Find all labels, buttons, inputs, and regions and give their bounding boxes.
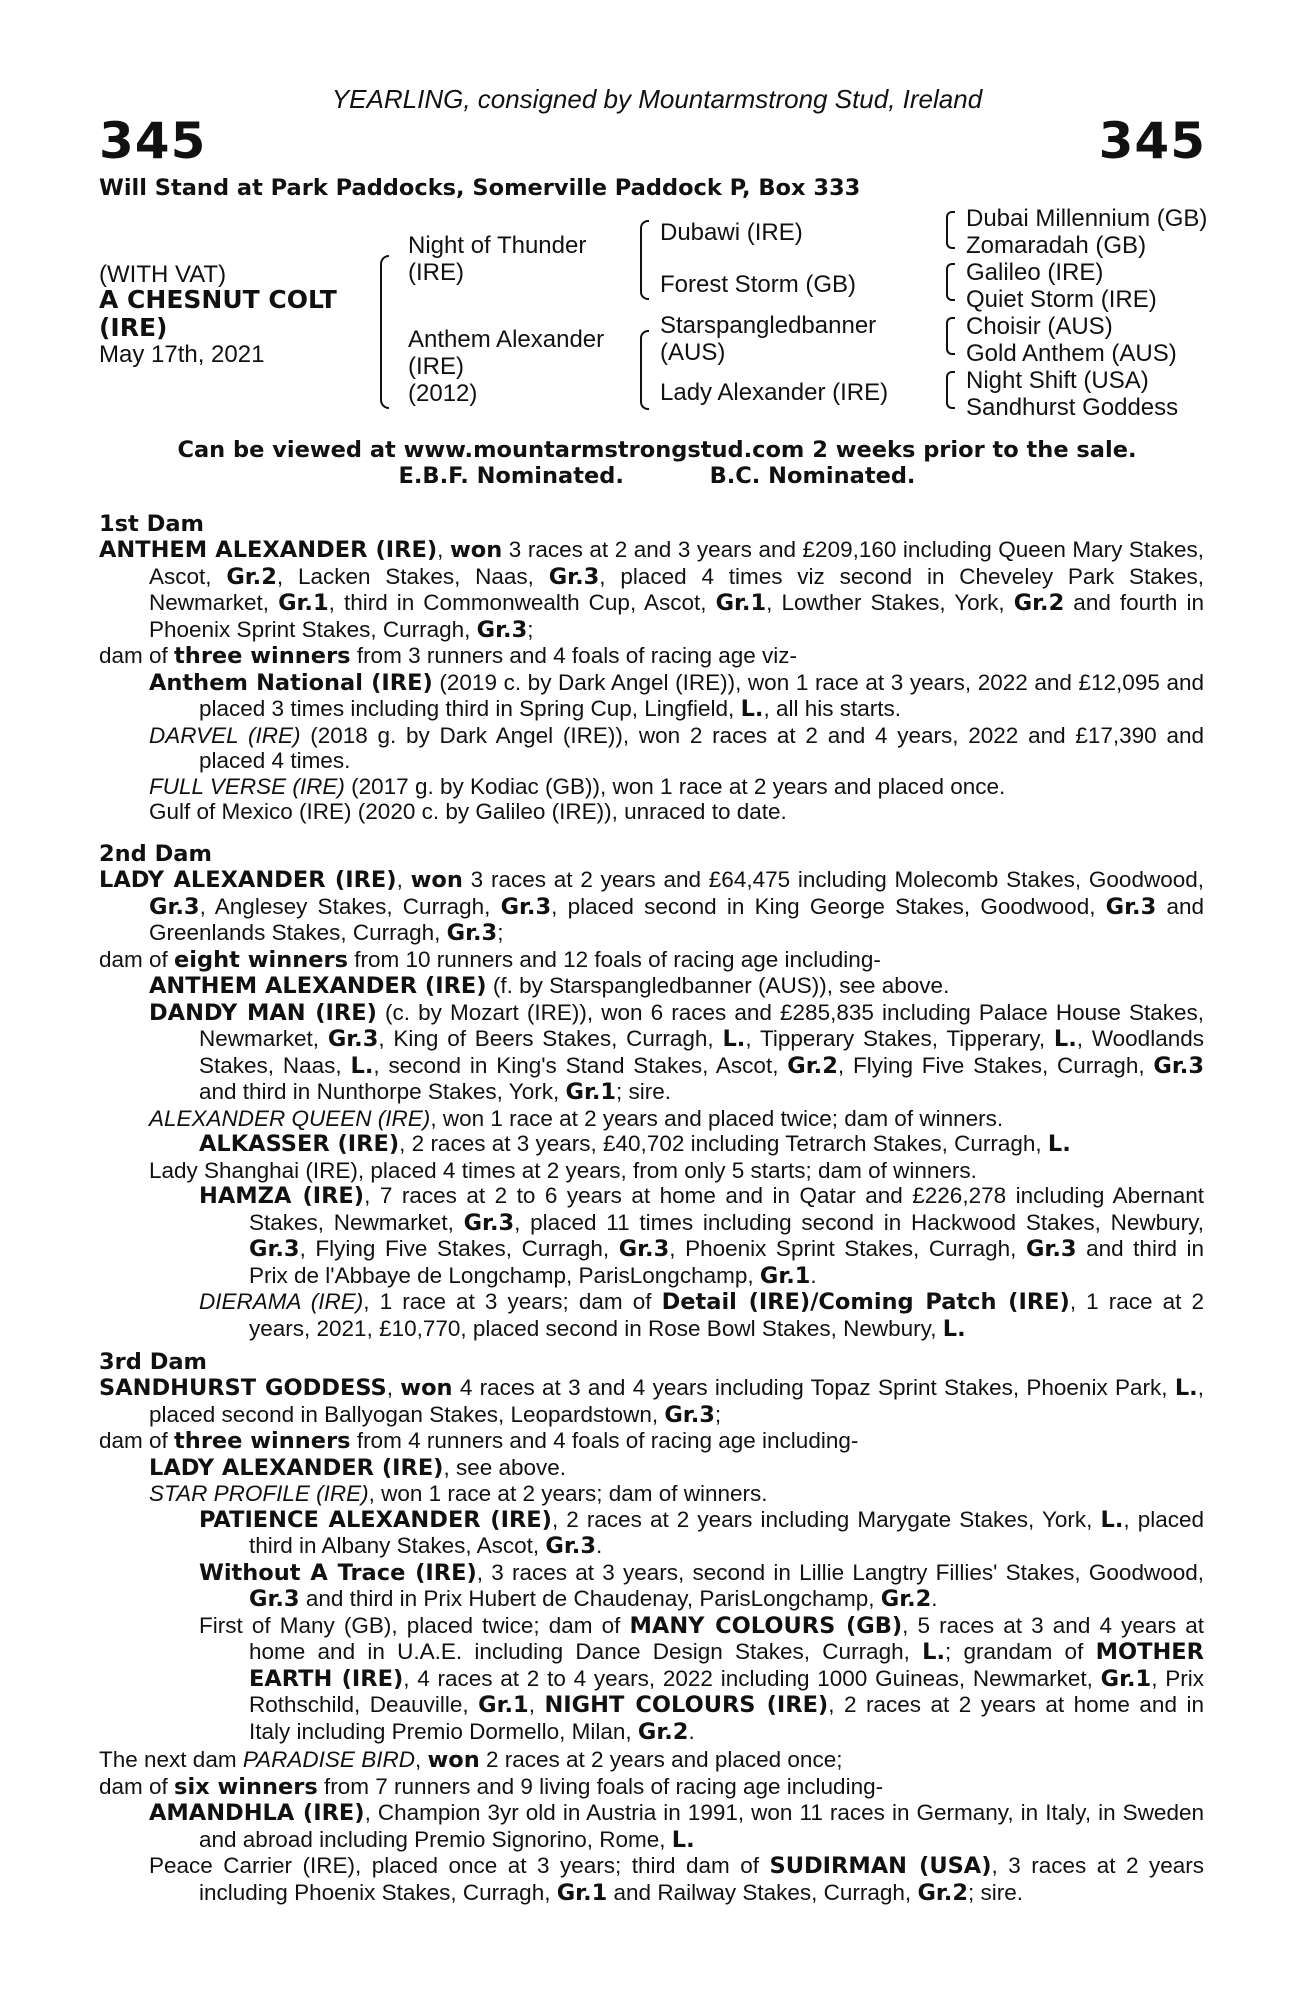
pedigree-brace-dd [946, 371, 955, 409]
vat-label: (WITH VAT) [99, 261, 227, 288]
produce-lady-alexander: LADY ALEXANDER (IRE), see above. [149, 1454, 567, 1481]
bc-nominated: B.C. Nominated. [709, 463, 916, 489]
second-dam-record: LADY ALEXANDER (IRE), won 3 races at 2 years and £64,475 including Molecomb Stakes, Goodwood, Gr.3, Anglesey Stakes, Curragh, Gr.3, placed second in King George Stakes, Goodwood, Gr.3 and Greenlands Stakes, Curragh, Gr.3; [99, 867, 1205, 946]
pedigree-sire-dam: Forest Storm (GB) [660, 271, 857, 298]
pedigree-sire-l1: Night of Thunder [408, 232, 587, 259]
pedigree-ddd: Sandhurst Goddess [966, 394, 1179, 421]
pedigree-dam-l3: (2012) [408, 380, 478, 407]
produce-gulf-of-mexico: Gulf of Mexico (IRE) (2020 c. by Galileo (IRE)), unraced to date. [149, 799, 787, 824]
pedigree-brace-sd [946, 263, 955, 301]
pedigree-dam-sire-l1: Starspangledbanner [660, 312, 877, 339]
produce-lady-shanghai: Lady Shanghai (IRE), placed 4 times at 2 years, from only 5 starts; dam of winners. [149, 1157, 977, 1183]
lot-number-left: 345 [99, 112, 207, 170]
pedigree-dam-l2: (IRE) [408, 353, 464, 380]
foaling-date: May 17th, 2021 [99, 341, 265, 368]
horse-name-line1: A CHESNUT COLT [99, 285, 337, 314]
third-dam-record: SANDHURST GODDESS, won 4 races at 3 and 4 years including Topaz Sprint Stakes, Phoenix Park, L., placed second in Ballyogan Stakes, Leopardstown, Gr.3; [99, 1375, 1204, 1428]
produce-first-of-many: First of Many (GB), placed twice; dam of MANY COLOURS (GB), 5 races at 3 and 4 years at home and in U.A.E. including Dance Design Stakes, Curragh, L.; grandam of MOTHER EARTH (IRE), 4 races at 2 to 4 years, 2022 including 1000 Guineas, Newmarket, Gr.1, Prix Rothschild, Deauville, Gr.1, NIGHT COLOURS (IRE), 2 races at 2 years at home and in Italy including Premio Dormello, Milan, Gr.2. [199, 1612, 1204, 1745]
ebf-nominated: E.B.F. Nominated. [398, 463, 624, 489]
nominations [0, 463, 1314, 489]
pedigree-brace-dam [640, 330, 649, 410]
pedigree-sire [408, 232, 586, 286]
second-dam-section [99, 842, 1204, 1342]
pedigree-dam-dam: Lady Alexander (IRE) [660, 379, 889, 406]
second-dam-title: 2nd Dam [99, 841, 212, 867]
pedigree-dam [408, 326, 604, 407]
produce-anthem-alexander: ANTHEM ALEXANDER (IRE) (f. by Starspangledbanner (AUS)), see above. [149, 973, 950, 999]
pedigree-sss: Dubai Millennium (GB) [966, 205, 1208, 232]
produce-amandhla: AMANDHLA (IRE), Champion 3yr old in Austria in 1991, won 11 races in Germany, in Italy, in Sweden and abroad including Premio Signorino, Rome, L. [149, 1800, 1204, 1853]
pedigree-dam-sire-l2: (AUS) [660, 339, 726, 366]
stand-location: Will Stand at Park Paddocks, Somerville Paddock P, Box 333 [99, 175, 861, 201]
first-dam-section [99, 512, 1204, 825]
next-dam-record: The next dam PARADISE BIRD, won 2 races at 2 years and placed once; [99, 1747, 843, 1773]
produce-alexander-queen: ALEXANDER QUEEN (IRE), won 1 race at 2 years and placed twice; dam of winners. [149, 1105, 1004, 1131]
produce-hamza: HAMZA (IRE), 7 races at 2 to 6 years at home and in Qatar and £226,278 including Abernant Stakes, Newmarket, Gr.3, placed 11 times including second in Hackwood Stakes, Newbury, Gr.3, Flying Five Stakes, Curragh, Gr.3, Phoenix Sprint Stakes, Curragh, Gr.3 and third in Prix de l'Abbaye de Longchamp, ParisLongchamp, Gr.1. [199, 1183, 1205, 1289]
horse-name [99, 286, 337, 342]
pedigree-sire-l2: (IRE) [408, 259, 464, 286]
next-dam-produce-summary: dam of six winners from 7 runners and 9 living foals of racing age including- [99, 1773, 884, 1800]
pedigree-brace-ds [946, 317, 955, 355]
third-dam-produce-summary: dam of three winners from 4 runners and 4 foals of racing age including- [99, 1428, 859, 1454]
first-dam-title: 1st Dam [99, 511, 204, 537]
third-dam-title: 3rd Dam [99, 1349, 207, 1375]
produce-without-a-trace: Without A Trace (IRE), 3 races at 3 years, second in Lillie Langtry Fillies' Stakes, Goodwood, Gr.3 and third in Prix Hubert de Chaudenay, ParisLongchamp, Gr.2. [199, 1559, 1204, 1612]
produce-peace-carrier: Peace Carrier (IRE), placed once at 3 years; third dam of SUDIRMAN (USA), 3 races at 2 years including Phoenix Stakes, Curragh, Gr.1 and Railway Stakes, Curragh, Gr.2; sire. [149, 1853, 1204, 1906]
second-dam-produce-summary: dam of eight winners from 10 runners and 12 foals of racing age including- [99, 946, 881, 973]
first-dam-produce-summary: dam of three winners from 3 runners and 4 foals of racing age viz- [99, 643, 798, 669]
lot-number-right: 345 [1098, 112, 1206, 170]
pedigree-brace-ss [946, 211, 955, 249]
pedigree-dam-l1: Anthem Alexander [408, 326, 605, 353]
produce-patience-alexander: PATIENCE ALEXANDER (IRE), 2 races at 2 years including Marygate Stakes, York, L., placed third in Albany Stakes, Ascot, Gr.3. [199, 1506, 1205, 1559]
third-dam-section [99, 1350, 1204, 1745]
pedigree-dsd: Gold Anthem (AUS) [966, 340, 1177, 367]
pedigree-dam-sire [660, 312, 876, 366]
produce-full-verse: FULL VERSE (IRE) (2017 g. by Kodiac (GB)), won 1 race at 2 years and placed once. [149, 773, 1006, 799]
pedigree-sire-sire: Dubawi (IRE) [660, 219, 803, 246]
horse-name-line2: (IRE) [99, 313, 168, 342]
pedigree-dss: Choisir (AUS) [966, 313, 1113, 340]
produce-dierama: DIERAMA (IRE), 1 race at 3 years; dam of Detail (IRE)/Coming Patch (IRE), 1 race at 2 years, 2021, £10,770, placed second in Rose Bowl Stakes, Newbury, L. [199, 1289, 1204, 1342]
produce-star-profile: STAR PROFILE (IRE), won 1 race at 2 years; dam of winners. [149, 1481, 768, 1506]
produce-dandy-man: DANDY MAN (IRE) (c. by Mozart (IRE)), won 6 races and £285,835 including Palace House Stakes, Newmarket, Gr.3, King of Beers Stakes, Curragh, L., Tipperary Stakes, Tipperary, L., Woodlands Stakes, Naas, L., second in King's Stand Stakes, Ascot, Gr.2, Flying Five Stakes, Curragh, Gr.3 and third in Nunthorpe Stakes, York, Gr.1; sire. [149, 999, 1205, 1105]
first-dam-record: ANTHEM ALEXANDER (IRE), won 3 races at 2 and 3 years and £209,160 including Queen Mary Stakes, Ascot, Gr.2, Lacken Stakes, Naas, Gr.3, placed 4 times viz second in Cheveley Park Stakes, Newmarket, Gr.1, third in Commonwealth Cup, Ascot, Gr.1, Lowther Stakes, York, Gr.2 and fourth in Phoenix Sprint Stakes, Curragh, Gr.3; [99, 537, 1204, 643]
pedigree-brace-sire [640, 220, 649, 300]
produce-anthem-national: Anthem National (IRE) (2019 c. by Dark Angel (IRE)), won 1 race at 3 years, 2022 and £12,095 and placed 3 times including third in Spring Cup, Lingfield, L., all his starts. [149, 669, 1204, 722]
produce-darvel: DARVEL (IRE) (2018 g. by Dark Angel (IRE)), won 2 races at 2 and 4 years, 2022 and £17,390 and placed 4 times. [149, 722, 1204, 773]
pedigree-ssd: Zomaradah (GB) [966, 232, 1147, 259]
pedigree-brace-main [380, 255, 389, 409]
viewing-note: Can be viewed at www.mountarmstrongstud.com 2 weeks prior to the sale. [177, 437, 1137, 463]
pedigree-sdd: Quiet Storm (IRE) [966, 286, 1157, 313]
next-dam-section [99, 1747, 1204, 1906]
consignment-header: YEARLING, consigned by Mountarmstrong Stud, Ireland [331, 84, 983, 114]
pedigree-sds: Galileo (IRE) [966, 259, 1104, 286]
pedigree-dds: Night Shift (USA) [966, 367, 1149, 394]
produce-alkasser: ALKASSER (IRE), 2 races at 3 years, £40,702 including Tetrarch Stakes, Curragh, L. [199, 1131, 1071, 1157]
